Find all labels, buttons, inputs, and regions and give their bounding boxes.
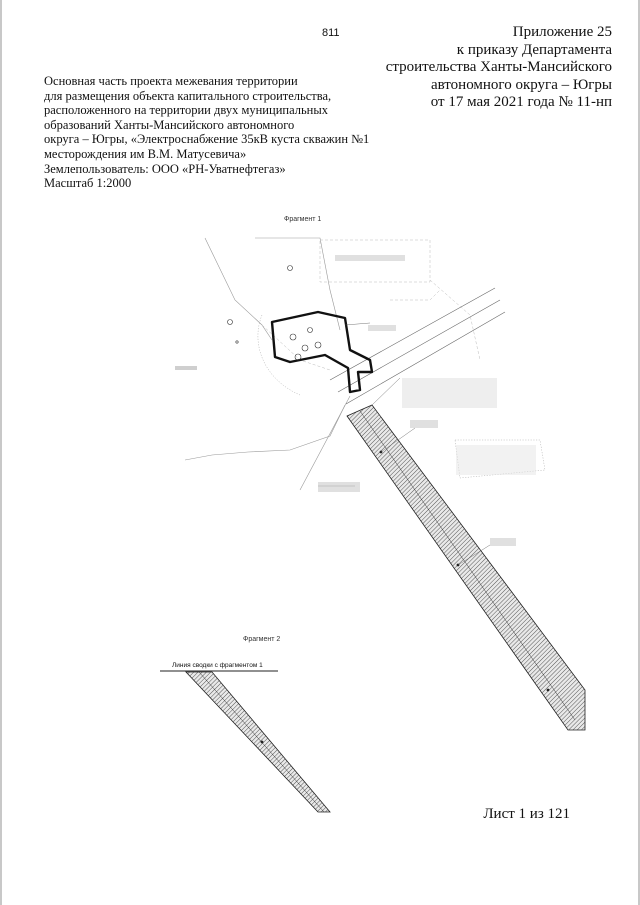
appendix-line: строительства Ханты-Мансийского (385, 59, 612, 75)
corridor-fragment-2 (186, 672, 330, 812)
appendix-line: автономного округа – Югры (430, 76, 612, 93)
small-annotations (175, 255, 536, 546)
description-line: расположенного на территории двух муниципальных (44, 103, 329, 118)
description-line: месторождения им В.М. Матусевича» (44, 146, 247, 161)
fragment-1-label: Фрагмент 1 (284, 216, 322, 223)
fragment-2-label: Фрагмент 2 (243, 636, 281, 643)
boundary-lines (185, 238, 350, 490)
description-line: Основная часть проекта межевания территории (44, 74, 298, 88)
sheet-label: Лист 1 из 121 (483, 806, 570, 822)
description-line: округа – Югры, «Электроснабжение 35кВ куста скважин №1 (44, 132, 370, 147)
description-line: для размещения объекта капитального строительства, (44, 88, 332, 103)
appendix-line: к приказу Департамента (456, 41, 612, 58)
appendix-line: от 17 мая 2021 года № 11-нп (430, 94, 612, 110)
seam-line-label: Линия сводки с фрагментом 1 (172, 662, 263, 669)
page-number: 811 (322, 27, 340, 39)
description-line: образований Ханты-Мансийского автономного (44, 117, 295, 132)
appendix-line: Приложение 25 (512, 24, 612, 40)
axis-marker-2 (261, 741, 264, 744)
description-line: Землепользователь: ООО «РН-Уватнефтегаз» (44, 161, 286, 176)
description-line: Масштаб 1:2000 (44, 176, 132, 191)
